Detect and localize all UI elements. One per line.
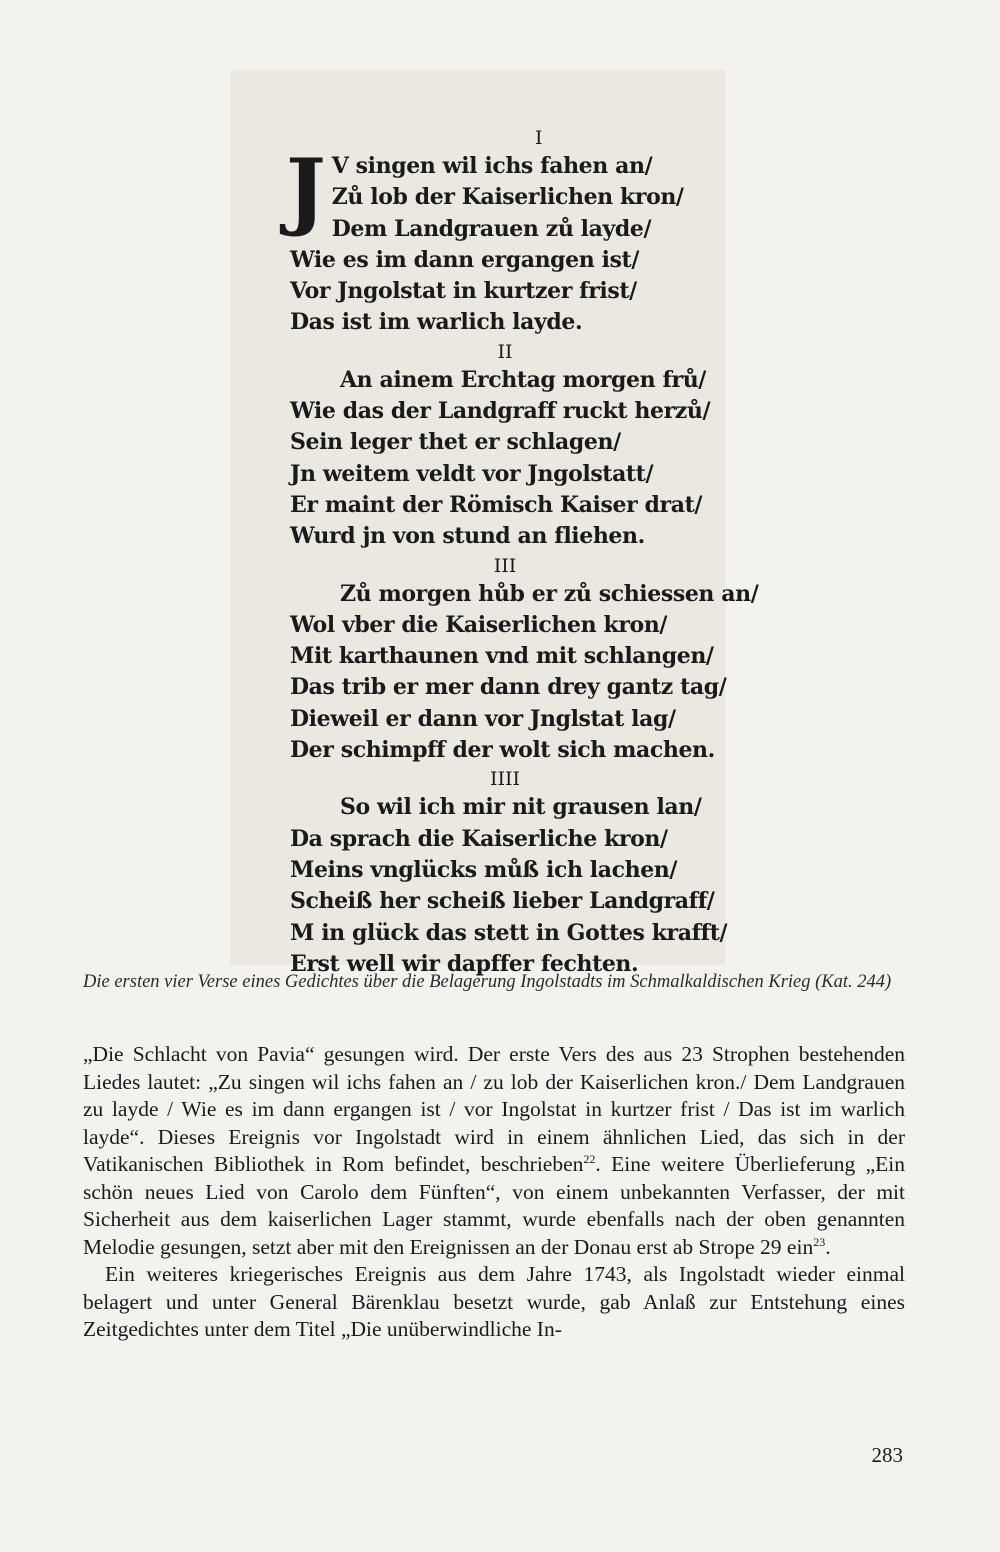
verse-line: Zů morgen hůb er zů schiessen an/: [340, 580, 759, 607]
poem-text: [286, 125, 759, 980]
verse-line: Wol vber die Kaiserlichen kron/: [290, 611, 668, 638]
verse-line: Meins vnglücks můß ich lachen/: [290, 856, 678, 883]
body-text: [83, 1041, 905, 1344]
paragraph-text: „Die Schlacht von Pavia“ gesungen wird. Der erste Vers des aus 23 Strophen bestehenden Liedes lautet: „Zu singen wil ichs fahen an / zu lob der Kaiserlichen kron./ Dem Landgrauen zu layde / Wie es im dann ergangen ist / vor Ingolstat in kurtzer frist / Das ist im warlich layde“. Dieses Ereignis vor Ingolstadt wird in einem ähnlichen Lied, das sich in der Vatikanischen Bibliothek in Rom befindet, beschrieben: [83, 1042, 905, 1176]
verse-line: Vor Jngolstat in kurtzer frist/: [290, 278, 637, 305]
verse-line: Der schimpff der wolt sich machen.: [290, 737, 715, 764]
verse-line: Wie das der Landgraff ruckt herzů/: [290, 398, 711, 425]
verse-line: So wil ich mir nit grausen lan/: [340, 794, 702, 821]
verse-line: Sein leger thet er schlagen/: [290, 429, 621, 456]
drop-capital: J: [286, 140, 326, 239]
stanza-2: [290, 339, 720, 553]
poem-facsimile-plate: [230, 70, 759, 977]
verse-line: Erst well wir dapffer fechten.: [290, 950, 639, 977]
verse-line: Das ist im warlich layde.: [290, 309, 583, 336]
stanza-3: [290, 553, 759, 767]
page-number: 283: [871, 1443, 903, 1467]
footnote-ref: 22: [583, 1151, 596, 1166]
verse-line: Scheiß her scheiß lieber Landgraff/: [290, 888, 715, 915]
paragraph: [83, 1041, 905, 1261]
verse-line: Dieweil er dann vor Jnglstat lag/: [290, 705, 676, 732]
verse-line: M in glück das stett in Gottes krafft/: [290, 919, 728, 946]
verse-line: Das trib er mer dann drey gantz tag/: [290, 674, 727, 701]
verse-line: An ainem Erchtag morgen frů/: [340, 366, 706, 393]
verse-line: Wurd jn von stund an fliehen.: [290, 523, 645, 550]
verse-line: Jn weitem veldt vor Jngolstatt/: [290, 460, 654, 487]
verse-line: Mit karthaunen vnd mit schlangen/: [290, 643, 714, 670]
verse-line: Dem Landgrauen zů layde/: [331, 215, 652, 242]
stanza-number: III: [493, 554, 517, 577]
paragraph: Ein weiteres kriegerisches Ereignis aus dem Jahre 1743, als Ingolstadt wieder einmal belagert und unter General Bärenklau besetzt wurde, gab Anlaß zur Entstehung eines Zeitgedichtes unter dem Titel „Die unüberwindliche In-: [83, 1262, 905, 1341]
stanza-number: IIII: [489, 768, 521, 791]
verse-line: Zů lob der Kaiserlichen kron/: [331, 184, 684, 211]
stanza-number: I: [535, 127, 543, 149]
paragraph-text: . Eine weitere Überlieferung „Ein schön neues Lied von Carolo dem Fünften“, von einem unbekannten Verfasser, der mit Sicherheit aus dem kaiserlichen Lager stammt, wurde ebenfalls nach der oben genannten Melodie gesungen, setzt aber mit den Ereignissen an der Donau erst ab Strope 29 ein: [83, 1152, 906, 1259]
verse-line: Er maint der Römisch Kaiser drat/: [290, 491, 702, 518]
stanza-4: [290, 766, 728, 980]
figure-caption: Die ersten vier Verse eines Gedichtes über die Belagerung Ingolstadts im Schmalkaldischen Krieg (Kat. 244): [83, 972, 892, 992]
verse-line: Wie es im dann ergangen ist/: [290, 246, 639, 273]
verse-line: V singen wil ichs fahen an/: [331, 153, 653, 179]
stanza-1: [286, 125, 720, 339]
stanza-number: II: [497, 340, 513, 363]
footnote-ref: 23: [813, 1234, 826, 1249]
verse-line: Da sprach die Kaiserliche kron/: [290, 825, 668, 852]
paragraph-text: .: [825, 1234, 831, 1259]
